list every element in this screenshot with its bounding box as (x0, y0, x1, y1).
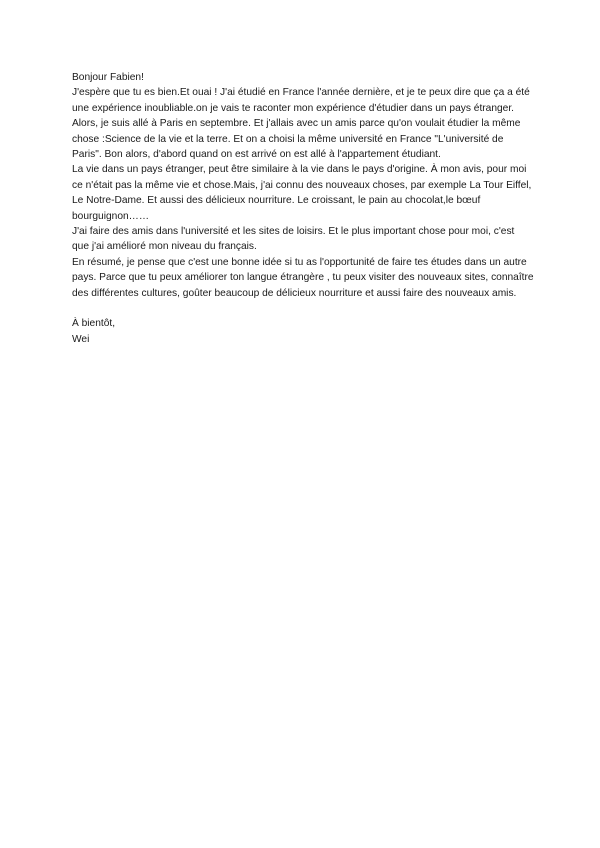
letter-paragraph-2: La vie dans un pays étranger, peut être similaire à la vie dans le pays d'origine. À mon avis, pour moi ce n'était pas la même vie et chose.Mais, j'ai connu des nouveaux choses, par exemple La Tour Eiffel, Le Notre-Dame. Et aussi des délicieux nourriture. Le croissant, le pain au chocolat,le bœuf bourguignon…… (72, 164, 535, 222)
letter-paragraph-4: En résumé, je pense que c'est une bonne idée si tu as l'opportunité de faire tes études dans un autre pays. Parce que tu peux améliorer ton langue étrangère , tu peux visiter des nouveaux sites, connaître des différentes cultures, goûter beaucoup de délicieux nourriture et aussi faire des nouveaux amis. (72, 256, 537, 299)
letter-paragraph-1: J'espère que tu es bien.Et ouai ! J'ai étudié en France l'année dernière, et je te peux dire que ça a été une expérience inoubliable.on je vais te raconter mon expérience d'étudier dans un pays étranger. Alors, je suis allé à Paris en septembre. Et j'allais avec un amis parce qu'on voulait étudier la même chose :Science de la vie et la terre. Et on a choisi la même université en France "L'université de Paris". Bon alors, d'abord quand on est arrivé on est allé à l'appartement étudiant. (72, 87, 533, 161)
letter-paragraph-3: J'ai faire des amis dans l'université et les sites de loisirs. Et le plus important chose pour moi, c'est que j'ai amélioré mon niveau du français. (72, 226, 518, 253)
paragraph-spacer (72, 301, 534, 316)
letter-closing: À bientôt, (72, 318, 116, 330)
letter-body (72, 70, 537, 347)
letter-greeting: Bonjour Fabien! (72, 72, 144, 83)
letter-signature: Wei (72, 333, 90, 345)
